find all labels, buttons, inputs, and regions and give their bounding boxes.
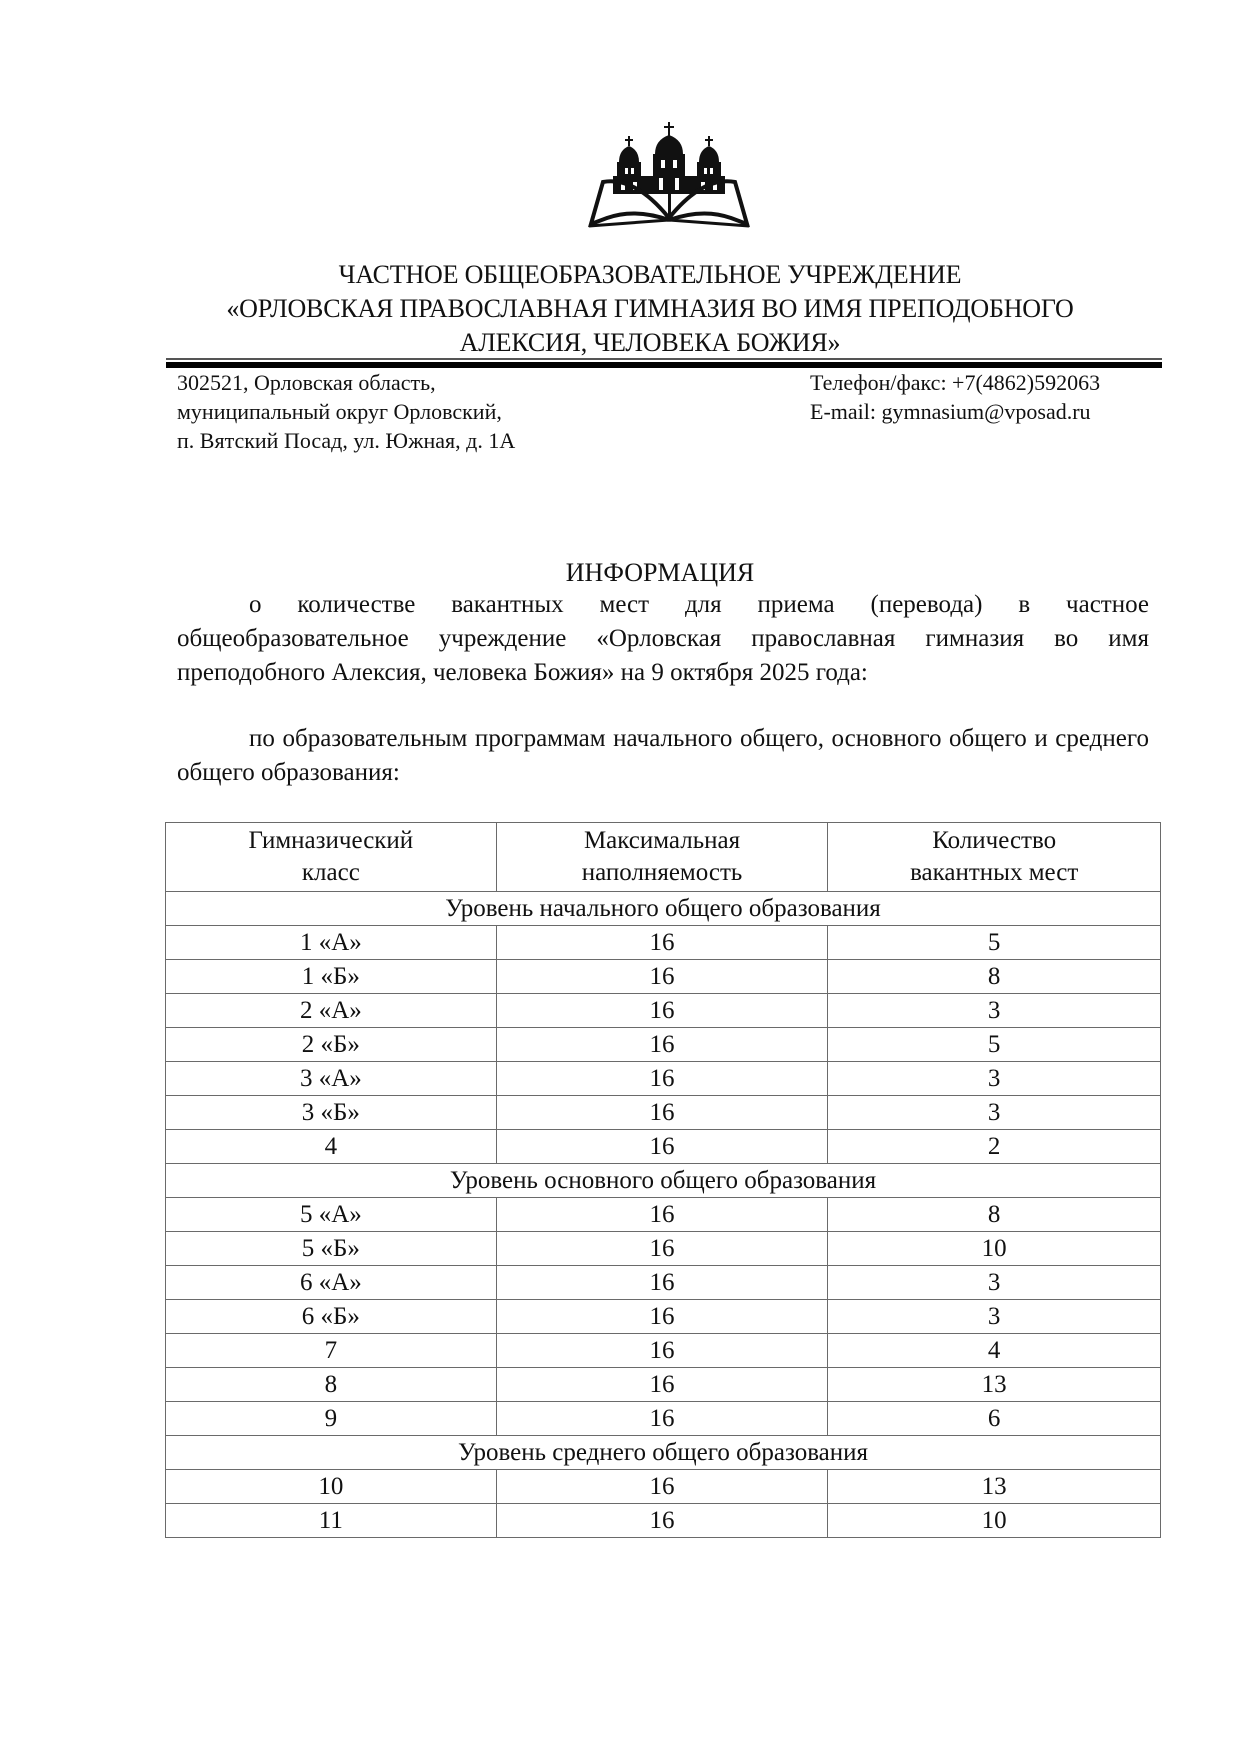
- phone-fax: Телефон/факс: +7(4862)592063: [810, 370, 1101, 395]
- class-cell: 6 «Б»: [166, 1300, 497, 1334]
- capacity-cell: 16: [496, 1504, 828, 1538]
- table-row: [166, 1402, 1161, 1436]
- intro-text: о количестве вакантных мест для приема (перевода) в частное общеобразовательное учреждение «Орловская православная гимназия во имя преподобного Алексия, человека Божия» на 9 октября 2025 года:: [177, 591, 1149, 686]
- vacancies-cell: 3: [828, 1266, 1161, 1300]
- table-row: [166, 1300, 1161, 1334]
- vacancies-cell: 8: [828, 1198, 1161, 1232]
- cathedral-book-logo-icon: [585, 120, 755, 230]
- table-row: [166, 1232, 1161, 1266]
- vacancies-table: [165, 822, 1161, 1538]
- capacity-cell: 16: [496, 1334, 828, 1368]
- vacancies-cell: 5: [828, 926, 1161, 960]
- header-divider-thin: [166, 358, 1162, 360]
- postal-address: [177, 368, 515, 455]
- contact-info: [810, 368, 1100, 426]
- vacancies-cell: 3: [828, 1096, 1161, 1130]
- section-title: Уровень среднего общего образования: [166, 1436, 1161, 1470]
- table-row: [166, 1470, 1161, 1504]
- capacity-cell: 16: [496, 960, 828, 994]
- table-row: [166, 1062, 1161, 1096]
- vacancies-cell: 2: [828, 1130, 1161, 1164]
- section-header-row: [166, 892, 1161, 926]
- table-row: [166, 1028, 1161, 1062]
- vacancies-cell: 5: [828, 1028, 1161, 1062]
- capacity-cell: 16: [496, 926, 828, 960]
- capacity-cell: 16: [496, 1198, 828, 1232]
- org-title-line: ЧАСТНОЕ ОБЩЕОБРАЗОВАТЕЛЬНОЕ УЧРЕЖДЕНИЕ: [338, 260, 962, 289]
- capacity-cell: 16: [496, 1402, 828, 1436]
- table-row: [166, 1130, 1161, 1164]
- capacity-cell: 16: [496, 1368, 828, 1402]
- class-cell: 3 «Б»: [166, 1096, 497, 1130]
- table-row: [166, 1368, 1161, 1402]
- programs-paragraph: [177, 722, 1149, 790]
- address-line: 302521, Орловская область,: [177, 370, 436, 395]
- class-cell: 7: [166, 1334, 497, 1368]
- capacity-cell: 16: [496, 1028, 828, 1062]
- capacity-cell: 16: [496, 1470, 828, 1504]
- class-cell: 4: [166, 1130, 497, 1164]
- class-cell: 1 «Б»: [166, 960, 497, 994]
- org-title-line: «ОРЛОВСКАЯ ПРАВОСЛАВНАЯ ГИМНАЗИЯ ВО ИМЯ ПРЕПОДОБНОГО: [226, 294, 1074, 323]
- table-row: [166, 960, 1161, 994]
- organization-title: [160, 258, 1140, 360]
- vacancies-cell: 3: [828, 994, 1161, 1028]
- capacity-cell: 16: [496, 1300, 828, 1334]
- address-line: п. Вятский Посад, ул. Южная, д. 1А: [177, 428, 516, 453]
- table-row: [166, 994, 1161, 1028]
- class-cell: 6 «А»: [166, 1266, 497, 1300]
- capacity-cell: 16: [496, 1096, 828, 1130]
- vacancies-cell: 4: [828, 1334, 1161, 1368]
- capacity-cell: 16: [496, 1232, 828, 1266]
- table-row: [166, 1504, 1161, 1538]
- class-cell: 2 «А»: [166, 994, 497, 1028]
- vacancies-cell: 3: [828, 1300, 1161, 1334]
- class-cell: 5 «Б»: [166, 1232, 497, 1266]
- vacancies-cell: 13: [828, 1368, 1161, 1402]
- section-title: Уровень начального общего образования: [166, 892, 1161, 926]
- class-cell: 1 «А»: [166, 926, 497, 960]
- table-row: [166, 1198, 1161, 1232]
- table-row: [166, 1334, 1161, 1368]
- vacancies-cell: 10: [828, 1232, 1161, 1266]
- document-title: ИНФОРМАЦИЯ: [565, 558, 755, 587]
- class-cell: 11: [166, 1504, 497, 1538]
- vacancies-cell: 3: [828, 1062, 1161, 1096]
- class-cell: 2 «Б»: [166, 1028, 497, 1062]
- header-max-capacity: Максимальная наполняемость: [496, 823, 828, 892]
- section-header-row: [166, 1164, 1161, 1198]
- class-cell: 9: [166, 1402, 497, 1436]
- capacity-cell: 16: [496, 994, 828, 1028]
- class-cell: 8: [166, 1368, 497, 1402]
- org-title-line: АЛЕКСИЯ, ЧЕЛОВЕКА БОЖИЯ»: [459, 328, 841, 357]
- vacancies-cell: 6: [828, 1402, 1161, 1436]
- programs-text: по образовательным программам начального общего, основного общего и среднего общего образования:: [177, 725, 1149, 786]
- capacity-cell: 16: [496, 1266, 828, 1300]
- class-cell: 10: [166, 1470, 497, 1504]
- section-title: Уровень основного общего образования: [166, 1164, 1161, 1198]
- vacancies-cell: 8: [828, 960, 1161, 994]
- table-header-row: [166, 823, 1161, 892]
- table-row: [166, 926, 1161, 960]
- vacancies-cell: 10: [828, 1504, 1161, 1538]
- address-line: муниципальный округ Орловский,: [177, 399, 502, 424]
- email: E-mail: gymnasium@vposad.ru: [810, 399, 1091, 424]
- table-row: [166, 1096, 1161, 1130]
- intro-paragraph: [177, 588, 1149, 690]
- header-vacancies: Количество вакантных мест: [828, 823, 1161, 892]
- capacity-cell: 16: [496, 1130, 828, 1164]
- capacity-cell: 16: [496, 1062, 828, 1096]
- class-cell: 3 «А»: [166, 1062, 497, 1096]
- table-row: [166, 1266, 1161, 1300]
- class-cell: 5 «А»: [166, 1198, 497, 1232]
- header-class: Гимназический класс: [166, 823, 497, 892]
- vacancies-cell: 13: [828, 1470, 1161, 1504]
- section-header-row: [166, 1436, 1161, 1470]
